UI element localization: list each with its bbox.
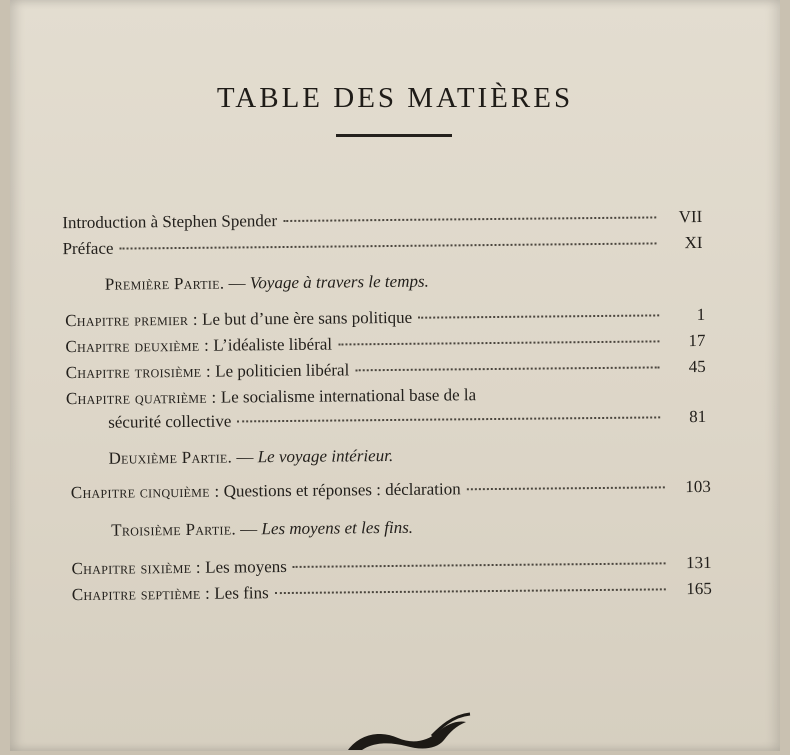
toc-chapter-5	[71, 477, 711, 503]
entry-title: Préface	[62, 238, 114, 259]
part-label: Première Partie.	[104, 273, 225, 294]
book-page	[10, 0, 780, 751]
chapter-title: Les moyens	[205, 556, 287, 577]
toc-chapter-2	[65, 331, 705, 357]
chapter-label: Chapitre premier :	[65, 309, 198, 331]
part-heading-2	[108, 446, 393, 469]
chapter-label: Chapitre troisième :	[65, 361, 212, 383]
entry-page: VII	[678, 206, 703, 227]
entry-page: XI	[684, 232, 703, 253]
leader-dots	[275, 588, 666, 594]
part-heading-3	[111, 518, 413, 541]
part-heading-1	[105, 272, 429, 295]
leader-dots	[283, 216, 656, 222]
chapter-title: Les fins	[214, 583, 269, 603]
part-subtitle: Les moyens et les fins.	[261, 517, 414, 539]
leader-dots	[418, 314, 659, 318]
part-label: Troisième Partie.	[111, 519, 237, 540]
table-of-contents	[6, 0, 783, 755]
page-title: TABLE DES MATIÈRES	[216, 82, 574, 114]
chapter-title: L’idéaliste libéral	[213, 334, 333, 355]
part-subtitle: Le voyage intérieur.	[257, 445, 394, 467]
chapter-page: 81	[689, 406, 707, 427]
leader-dots	[338, 340, 659, 345]
toc-chapter-4	[66, 383, 706, 409]
part-label: Deuxième Partie.	[108, 447, 233, 468]
chapter-page: 165	[686, 578, 712, 599]
leader-dots	[355, 366, 659, 371]
chapter-page: 103	[685, 476, 711, 497]
toc-chapter-3	[66, 357, 706, 383]
entry-title: Introduction à Stephen Spender	[62, 211, 278, 233]
toc-chapter-1	[65, 305, 705, 331]
chapter-label: Chapitre deuxième :	[65, 335, 210, 357]
chapter-label: Chapitre quatrième :	[65, 387, 217, 409]
leader-dots	[467, 486, 665, 490]
chapter-title: Le politicien libéral	[215, 360, 350, 381]
chapter-title: Le socialisme international base de la	[220, 385, 477, 407]
chapter-label: Chapitre cinquième :	[70, 481, 220, 503]
toc-entry-preface	[62, 233, 702, 259]
chapter-page: 17	[688, 330, 706, 351]
toc-chapter-4-continuation	[108, 407, 706, 433]
part-dash: —	[228, 273, 246, 293]
part-dash: —	[236, 447, 254, 467]
leader-dots	[237, 416, 660, 422]
decorative-flourish-icon	[340, 712, 480, 751]
part-subtitle: Voyage à travers le temps.	[249, 271, 429, 293]
chapter-title-continuation: sécurité collective	[108, 411, 232, 432]
chapter-label: Chapitre septième :	[71, 583, 211, 605]
leader-dots	[119, 242, 656, 249]
part-dash: —	[240, 519, 258, 539]
chapter-label: Chapitre sixième :	[71, 557, 201, 579]
chapter-page: 45	[688, 356, 706, 377]
chapter-page: 131	[685, 552, 712, 573]
toc-entry-introduction	[62, 207, 702, 233]
toc-chapter-6	[72, 553, 712, 579]
chapter-title: Le but d’une ère sans politique	[202, 307, 413, 329]
chapter-title: Questions et réponses : déclaration	[223, 479, 461, 501]
chapter-page: 1	[696, 304, 706, 325]
leader-dots	[293, 562, 666, 568]
toc-chapter-7	[72, 579, 712, 605]
